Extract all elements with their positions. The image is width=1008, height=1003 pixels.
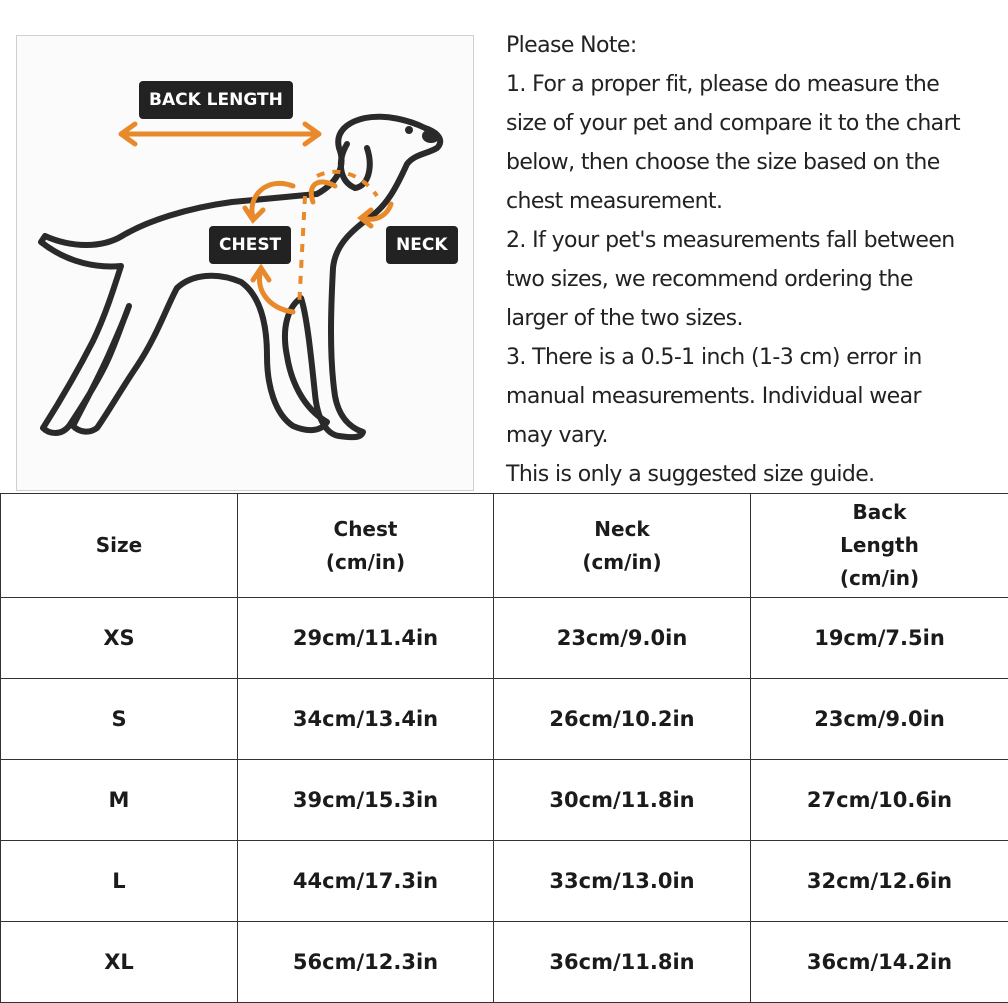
cell-chest: 44cm/17.3in xyxy=(238,841,494,922)
header-back-title-1: Back xyxy=(751,496,1008,529)
table-row xyxy=(1,841,1008,922)
header-chest-title: Chest xyxy=(238,513,493,546)
cell-neck: 36cm/11.8in xyxy=(494,922,751,1003)
header-chest-unit: (cm/in) xyxy=(238,546,493,579)
header-back-unit: (cm/in) xyxy=(751,562,1008,595)
header-neck xyxy=(494,494,751,598)
notes-line: This is only a suggested size guide. xyxy=(506,455,1006,494)
notes-line: manual measurements. Individual wear xyxy=(506,377,1006,416)
notes-line: 1. For a proper fit, please do measure the xyxy=(506,65,1006,104)
cell-neck: 33cm/13.0in xyxy=(494,841,751,922)
notes-line: below, then choose the size based on the xyxy=(506,143,1006,182)
cell-chest: 34cm/13.4in xyxy=(238,679,494,760)
table-header-row xyxy=(1,494,1008,598)
cell-back-length: 32cm/12.6in xyxy=(751,841,1008,922)
dog-measurement-illustration xyxy=(16,35,474,491)
header-neck-unit: (cm/in) xyxy=(494,546,750,579)
cell-back-length: 23cm/9.0in xyxy=(751,679,1008,760)
neck-label: NECK xyxy=(386,226,458,264)
cell-chest: 39cm/15.3in xyxy=(238,760,494,841)
size-notes xyxy=(506,26,1006,494)
notes-heading: Please Note: xyxy=(506,26,1006,65)
table-row xyxy=(1,679,1008,760)
cell-back-length: 36cm/14.2in xyxy=(751,922,1008,1003)
chest-label: CHEST xyxy=(209,226,291,264)
cell-chest: 56cm/12.3in xyxy=(238,922,494,1003)
header-back-title-2: Length xyxy=(751,529,1008,562)
notes-line: size of your pet and compare it to the chart xyxy=(506,104,1006,143)
cell-size: M xyxy=(1,760,238,841)
size-chart-table xyxy=(0,493,1008,1003)
cell-neck: 26cm/10.2in xyxy=(494,679,751,760)
cell-size: XS xyxy=(1,598,238,679)
table-row xyxy=(1,922,1008,1003)
notes-line: larger of the two sizes. xyxy=(506,299,1006,338)
header-back-length xyxy=(751,494,1008,598)
notes-line: two sizes, we recommend ordering the xyxy=(506,260,1006,299)
cell-chest: 29cm/11.4in xyxy=(238,598,494,679)
header-chest xyxy=(238,494,494,598)
table-row xyxy=(1,760,1008,841)
cell-size: L xyxy=(1,841,238,922)
notes-line: 3. There is a 0.5-1 inch (1-3 cm) error in xyxy=(506,338,1006,377)
cell-back-length: 27cm/10.6in xyxy=(751,760,1008,841)
header-size: Size xyxy=(1,494,238,598)
notes-line: chest measurement. xyxy=(506,182,1006,221)
cell-neck: 30cm/11.8in xyxy=(494,760,751,841)
notes-line: may vary. xyxy=(506,416,1006,455)
cell-neck: 23cm/9.0in xyxy=(494,598,751,679)
cell-size: S xyxy=(1,679,238,760)
table-row xyxy=(1,598,1008,679)
notes-line: 2. If your pet's measurements fall between xyxy=(506,221,1006,260)
cell-size: XL xyxy=(1,922,238,1003)
back-length-label: BACK LENGTH xyxy=(139,81,293,119)
header-neck-title: Neck xyxy=(494,513,750,546)
cell-back-length: 19cm/7.5in xyxy=(751,598,1008,679)
